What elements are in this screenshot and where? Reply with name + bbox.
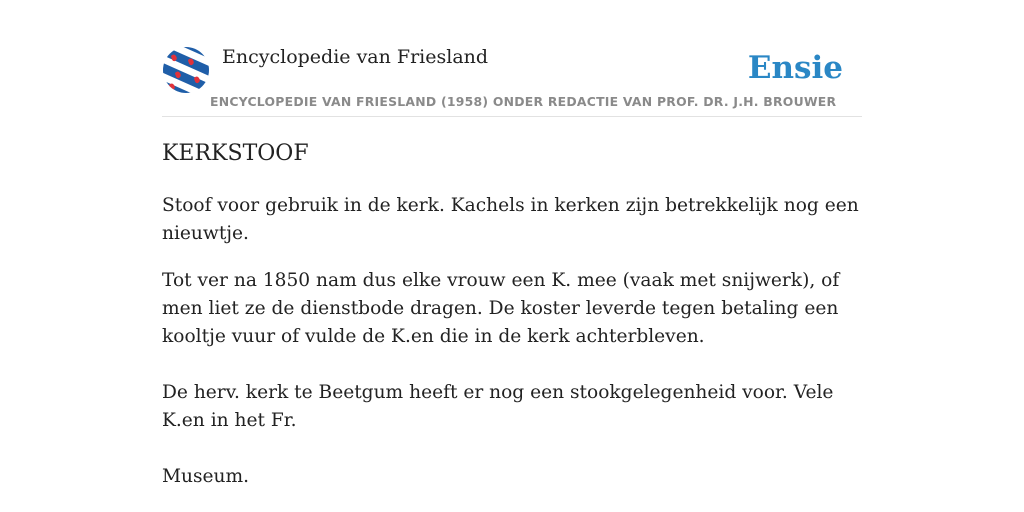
article-title: KERKSTOOF [162,141,309,166]
source-subtitle: ENCYCLOPEDIE VAN FRIESLAND (1958) ONDER REDACTIE VAN PROF. DR. J.H. BROUWER [210,94,837,109]
site-title[interactable]: Encyclopedie van Friesland [222,46,489,68]
article-paragraph: Tot ver na 1850 nam dus elke vrouw een K. mee (vaak met snijwerk), of men liet ze de dienstbode dragen. De koster leverde tegen betaling een kooltje vuur of vulde de K.en die in de kerk achterbleven. [162,270,840,347]
article-paragraph: De herv. kerk te Beetgum heeft er nog een stookgelegenheid voor. Vele K.en in het Fr. [162,382,834,431]
article-paragraph: Stoof voor gebruik in de kerk. Kachels in kerken zijn betrekkelijk nog een nieuwtje. [162,195,859,244]
site-header [162,0,862,117]
page [162,0,862,487]
article-paragraph: Museum. [162,466,250,487]
friesland-flag-icon[interactable] [162,47,210,93]
brand-logo-link[interactable]: Ensie [747,50,843,86]
